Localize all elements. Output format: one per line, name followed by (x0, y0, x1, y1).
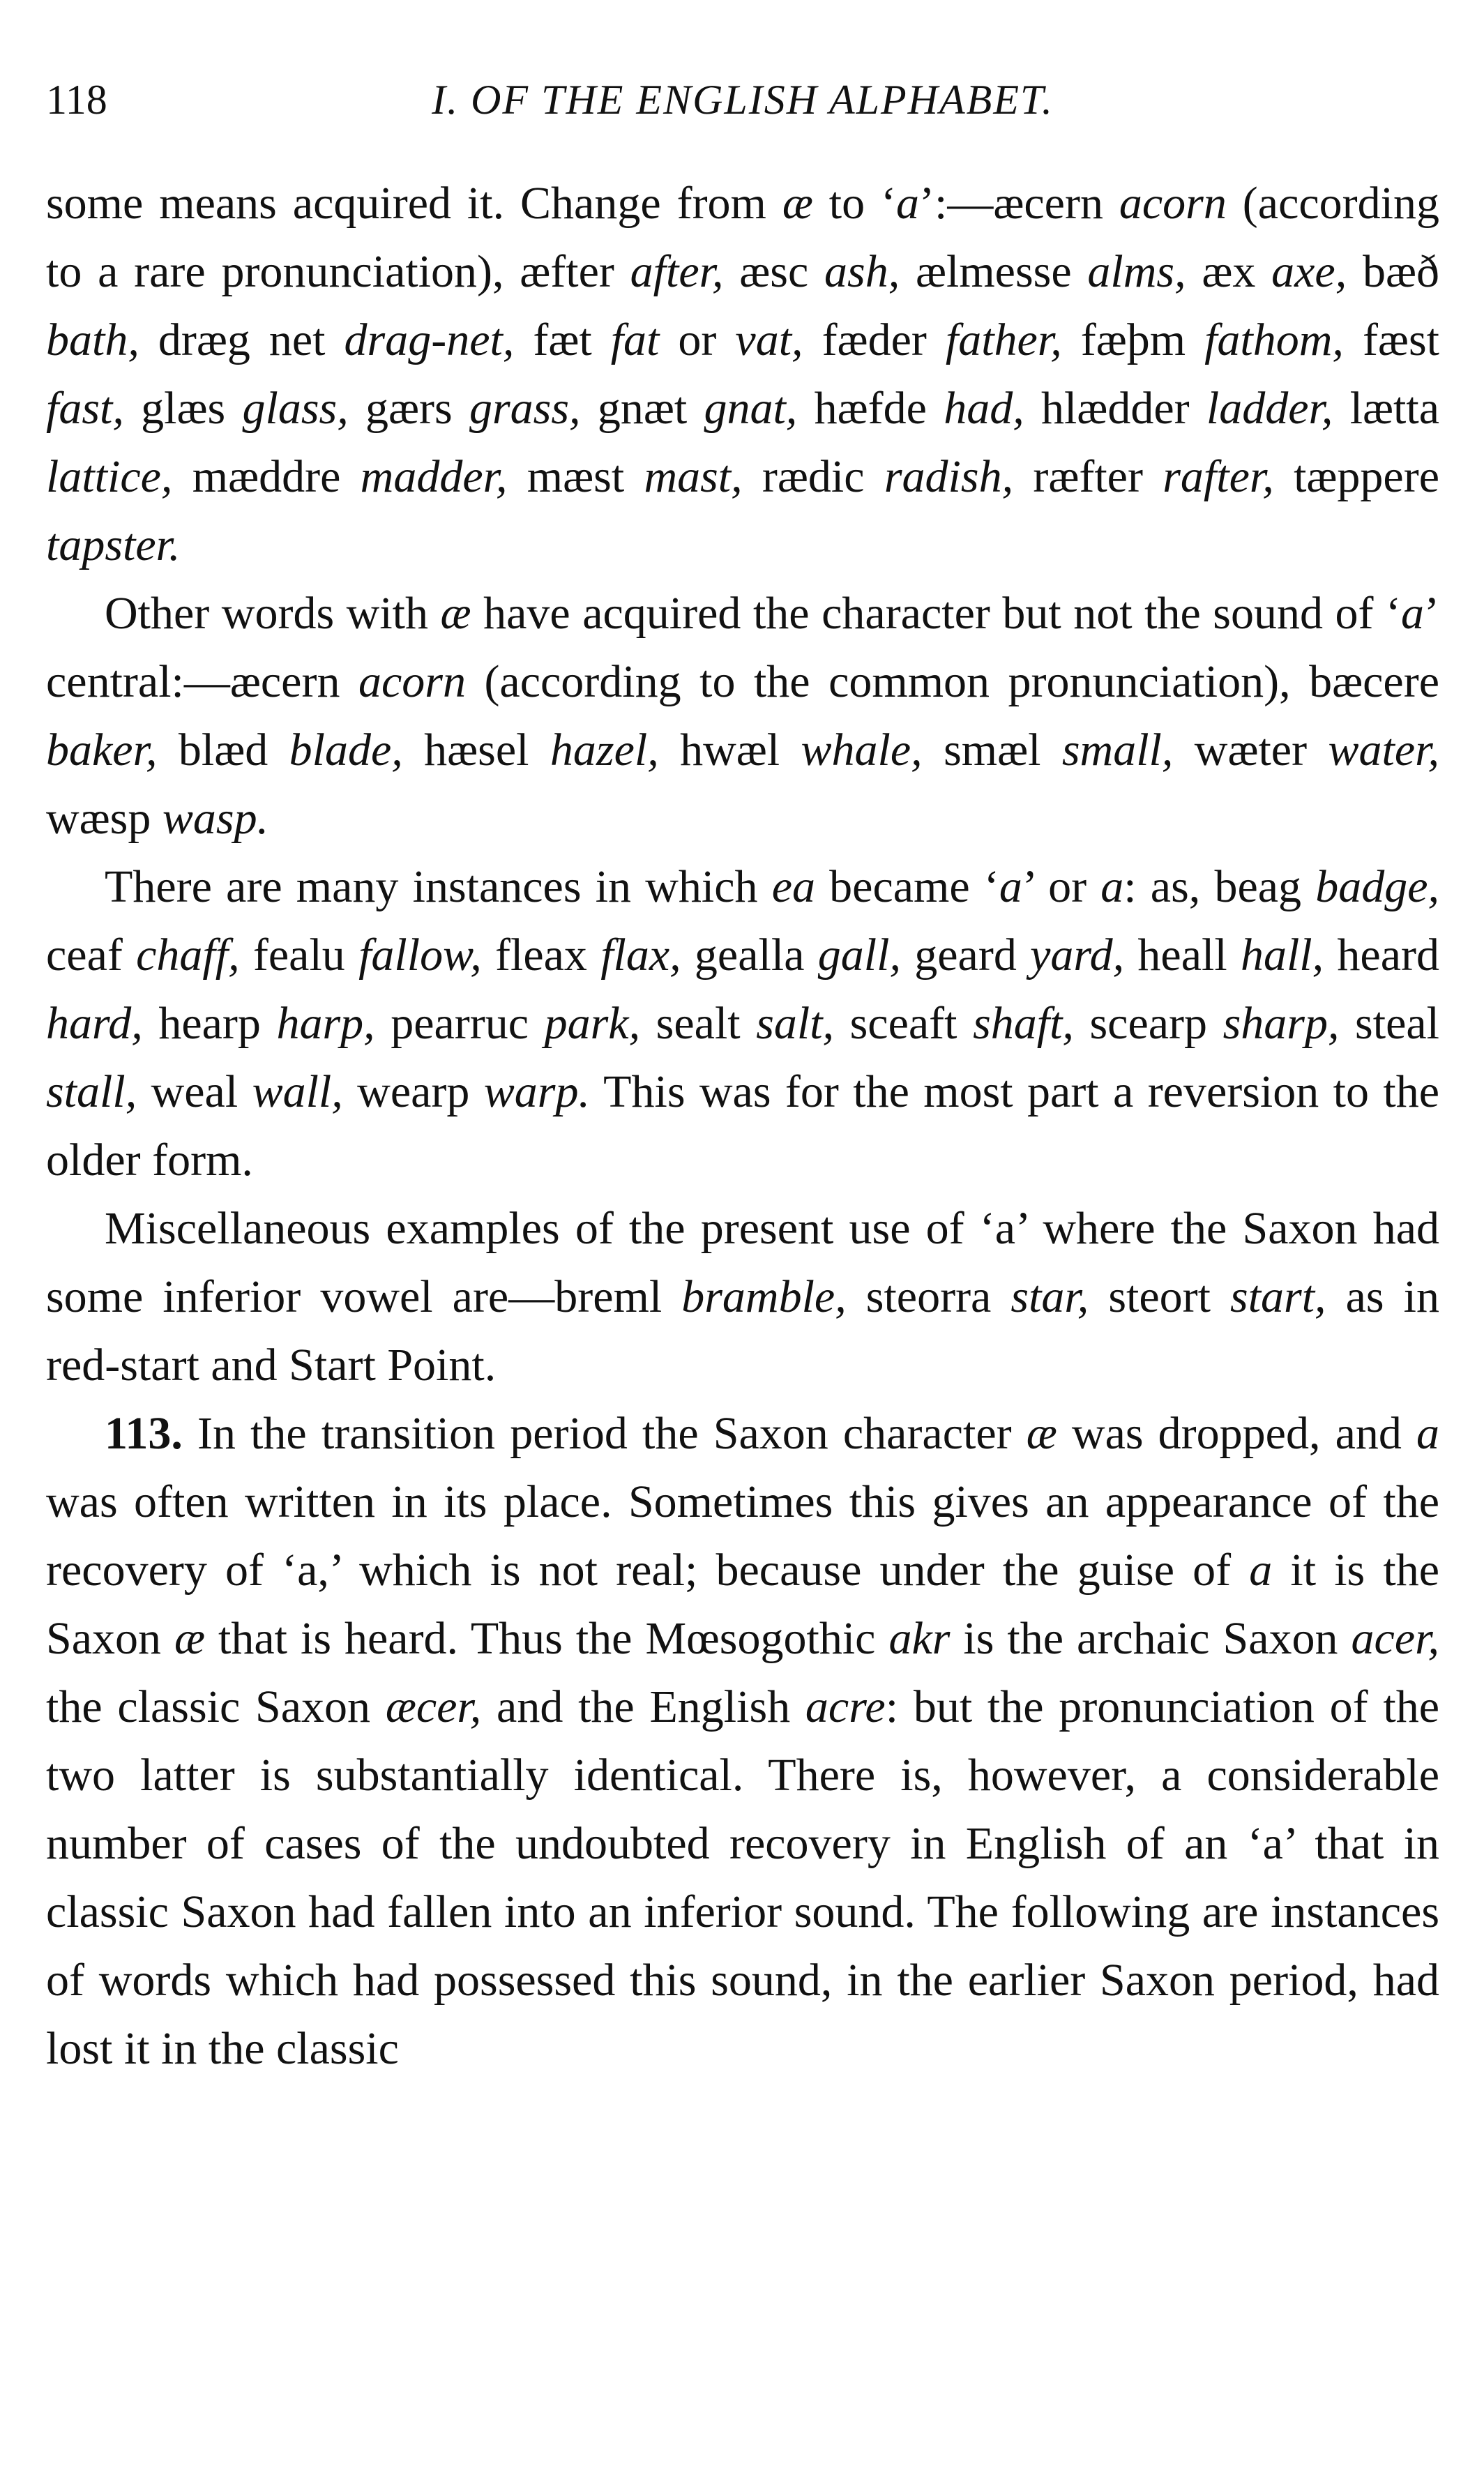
paragraph-3 (46, 853, 1439, 1195)
italic-word: acer, (1351, 1613, 1439, 1664)
text-run: ræfter (1013, 451, 1163, 502)
text-run: hwæl (658, 725, 801, 775)
italic-word: fathom, (1204, 315, 1344, 365)
italic-word: harp, (276, 998, 375, 1049)
italic-word: yard, (1030, 930, 1125, 981)
text-run: æx (1186, 246, 1272, 297)
italic-word: a (1401, 588, 1425, 639)
italic-word: a (1249, 1545, 1273, 1596)
text-run: glæs (123, 383, 243, 434)
running-head (46, 61, 1439, 138)
italic-word: start, (1230, 1271, 1326, 1322)
text-run: (according to a rare pronunciation), æfter (46, 178, 1439, 297)
italic-word: madder, (360, 451, 508, 502)
text-run: fæst (1343, 315, 1439, 365)
text-run: as in red-start and Start Point. (46, 1271, 1439, 1391)
text-run: steal (1339, 998, 1439, 1049)
italic-word: a (999, 861, 1022, 912)
italic-word: sharp, (1222, 998, 1340, 1049)
italic-word: æ (440, 588, 471, 639)
text-run: fæder (803, 315, 946, 365)
paragraph-4 (46, 1195, 1439, 1400)
italic-word: whale, (801, 725, 923, 775)
italic-word: gall, (817, 930, 901, 981)
text-run: fleax (481, 930, 601, 981)
italic-word: ea (771, 861, 815, 912)
text-run: steorra (846, 1271, 1011, 1322)
italic-word: a (896, 178, 920, 229)
italic-word: gnat, (704, 383, 798, 434)
italic-word: blade, (289, 725, 403, 775)
italic-word: hall, (1240, 930, 1324, 981)
text-run: ’:—æcern (919, 178, 1119, 229)
text-run: hæsel (402, 725, 550, 775)
text-run: ceaf (46, 930, 137, 981)
italic-word: grass, (469, 383, 581, 434)
text-run: ’ central:—æcern (46, 588, 1439, 707)
italic-word: badge, (1315, 861, 1440, 912)
text-run: was often written in its place. Sometimes this gives an appearance of the recovery of ‘a,’ which is not real; because under the guise of (46, 1476, 1439, 1596)
italic-word: warp. (483, 1066, 590, 1117)
italic-word: vat, (735, 315, 803, 365)
italic-word: star, (1010, 1271, 1089, 1322)
text-run: Other words with (105, 588, 441, 639)
text-run: mæst (507, 451, 644, 502)
text-run: wæter (1173, 725, 1328, 775)
italic-word: salt, (756, 998, 835, 1049)
italic-word: park, (544, 998, 641, 1049)
italic-word: wasp. (162, 793, 269, 844)
italic-word: akr (888, 1613, 951, 1664)
italic-word: water, (1328, 725, 1440, 775)
italic-word: hazel, (550, 725, 659, 775)
paragraph-2 (46, 580, 1439, 853)
text-run: gærs (348, 383, 469, 434)
italic-word: small, (1061, 725, 1174, 775)
text-run: the classic Saxon (46, 1681, 386, 1732)
italic-word: glass, (242, 383, 349, 434)
text-run: ælmesse (900, 246, 1088, 297)
italic-word: æ (1026, 1408, 1057, 1459)
italic-word: bath, (46, 315, 139, 365)
italic-word: shaft, (973, 998, 1074, 1049)
italic-word: acre (805, 1681, 886, 1732)
text-run: fealu (239, 930, 359, 981)
italic-word: a (1416, 1408, 1439, 1459)
text-run: lætta (1333, 383, 1440, 434)
text-run: æsc (723, 246, 825, 297)
text-run: or (659, 315, 736, 365)
text-run: it is the Saxon (46, 1545, 1440, 1664)
italic-word: bramble, (681, 1271, 847, 1322)
italic-word: fat (610, 315, 660, 365)
text-run: sceaft (834, 998, 974, 1049)
text-run: tæppere (1273, 451, 1439, 502)
text-run: became ‘ (815, 861, 999, 912)
italic-word: wall, (252, 1066, 343, 1117)
italic-word: alms, (1087, 246, 1186, 297)
text-run: scearp (1073, 998, 1223, 1049)
text-run: mæddre (172, 451, 361, 502)
italic-word: æ (174, 1613, 206, 1664)
italic-word: hard, (46, 998, 143, 1049)
paragraph-section-113 (46, 1400, 1439, 2083)
text-run: blæd (157, 725, 289, 775)
text-run: : but the pronunciation of the two latter is substantially identical. There is, however, a considerable number of cases of the undoubted recovery in English of an ‘a’ that in classic Saxon had fallen into an inferior sound. The following are instances of words which had possessed this sound, in the earlier Saxon period, had lost it in the classic (46, 1681, 1439, 2074)
body-text (46, 169, 1439, 2083)
text-run: hlædder (1024, 383, 1206, 434)
text-run: that is heard. Thus the Mœsogothic (205, 1613, 889, 1664)
text-run: ’ or (1022, 861, 1101, 912)
text-run: steort (1089, 1271, 1231, 1322)
italic-word: had, (944, 383, 1024, 434)
italic-word: mast, (644, 451, 743, 502)
text-run: have acquired the character but not the sound of ‘ (471, 588, 1402, 639)
italic-word: drag-net, (344, 315, 515, 365)
italic-word: rafter, (1163, 451, 1274, 502)
text-run: : as, beag (1123, 861, 1316, 912)
italic-word: ladder, (1206, 383, 1333, 434)
italic-word: æ (782, 178, 813, 229)
text-run: some means acquired it. Change from (46, 178, 782, 229)
text-run: is the archaic Saxon (950, 1613, 1352, 1664)
text-run: sealt (640, 998, 757, 1049)
section-number: 113. (105, 1408, 183, 1459)
text-run: There are many instances in which (105, 861, 772, 912)
text-run: dræg net (139, 315, 344, 365)
italic-word: fallow, (358, 930, 482, 981)
text-run: fæþm (1061, 315, 1205, 365)
italic-word: father, (945, 315, 1062, 365)
text-run: gnæt (580, 383, 704, 434)
italic-word: ash, (824, 246, 900, 297)
text-run: hæfde (797, 383, 944, 434)
italic-word: after, (630, 246, 724, 297)
text-run: In the transition period the Saxon character (182, 1408, 1027, 1459)
italic-word: flax, (600, 930, 681, 981)
text-run: gealla (681, 930, 818, 981)
italic-word: baker, (46, 725, 158, 775)
text-run: This was for the most part a reversion to the older form. (46, 1066, 1439, 1186)
italic-word: æcer, (385, 1681, 482, 1732)
text-run: and the English (481, 1681, 805, 1732)
page-number: 118 (46, 77, 107, 123)
text-run: geard (900, 930, 1031, 981)
text-run: rædic (742, 451, 884, 502)
text-run: weal (137, 1066, 252, 1117)
running-head-title: I. OF THE ENGLISH ALPHABET. (432, 77, 1054, 123)
italic-word: axe, (1271, 246, 1347, 297)
text-run: fæt (514, 315, 611, 365)
italic-word: acorn (358, 656, 466, 707)
text-run: bæð (1347, 246, 1440, 297)
text-run: wearp (342, 1066, 484, 1117)
italic-word: stall, (46, 1066, 137, 1117)
text-run: hearp (142, 998, 277, 1049)
text-run: wæsp (46, 793, 162, 844)
italic-word: lattice, (46, 451, 173, 502)
paragraph-1 (46, 169, 1439, 580)
text-run: smæl (922, 725, 1062, 775)
italic-word: acorn (1119, 178, 1227, 229)
text-run: heall (1124, 930, 1241, 981)
italic-word: fast, (46, 383, 124, 434)
italic-word: tapster. (46, 520, 181, 570)
italic-word: chaff, (136, 930, 240, 981)
italic-word: radish, (884, 451, 1014, 502)
text-run: heard (1324, 930, 1439, 981)
italic-word: a (1100, 861, 1124, 912)
text-run: was dropped, and (1057, 1408, 1416, 1459)
text-run: (according to the common pronunciation), bæcere (465, 656, 1439, 707)
text-run: to ‘ (812, 178, 897, 229)
text-run: pearruc (374, 998, 545, 1049)
text-run: Miscellaneous examples of the present use of ‘a’ where the Saxon had some inferior vowel are—breml (46, 1203, 1439, 1322)
